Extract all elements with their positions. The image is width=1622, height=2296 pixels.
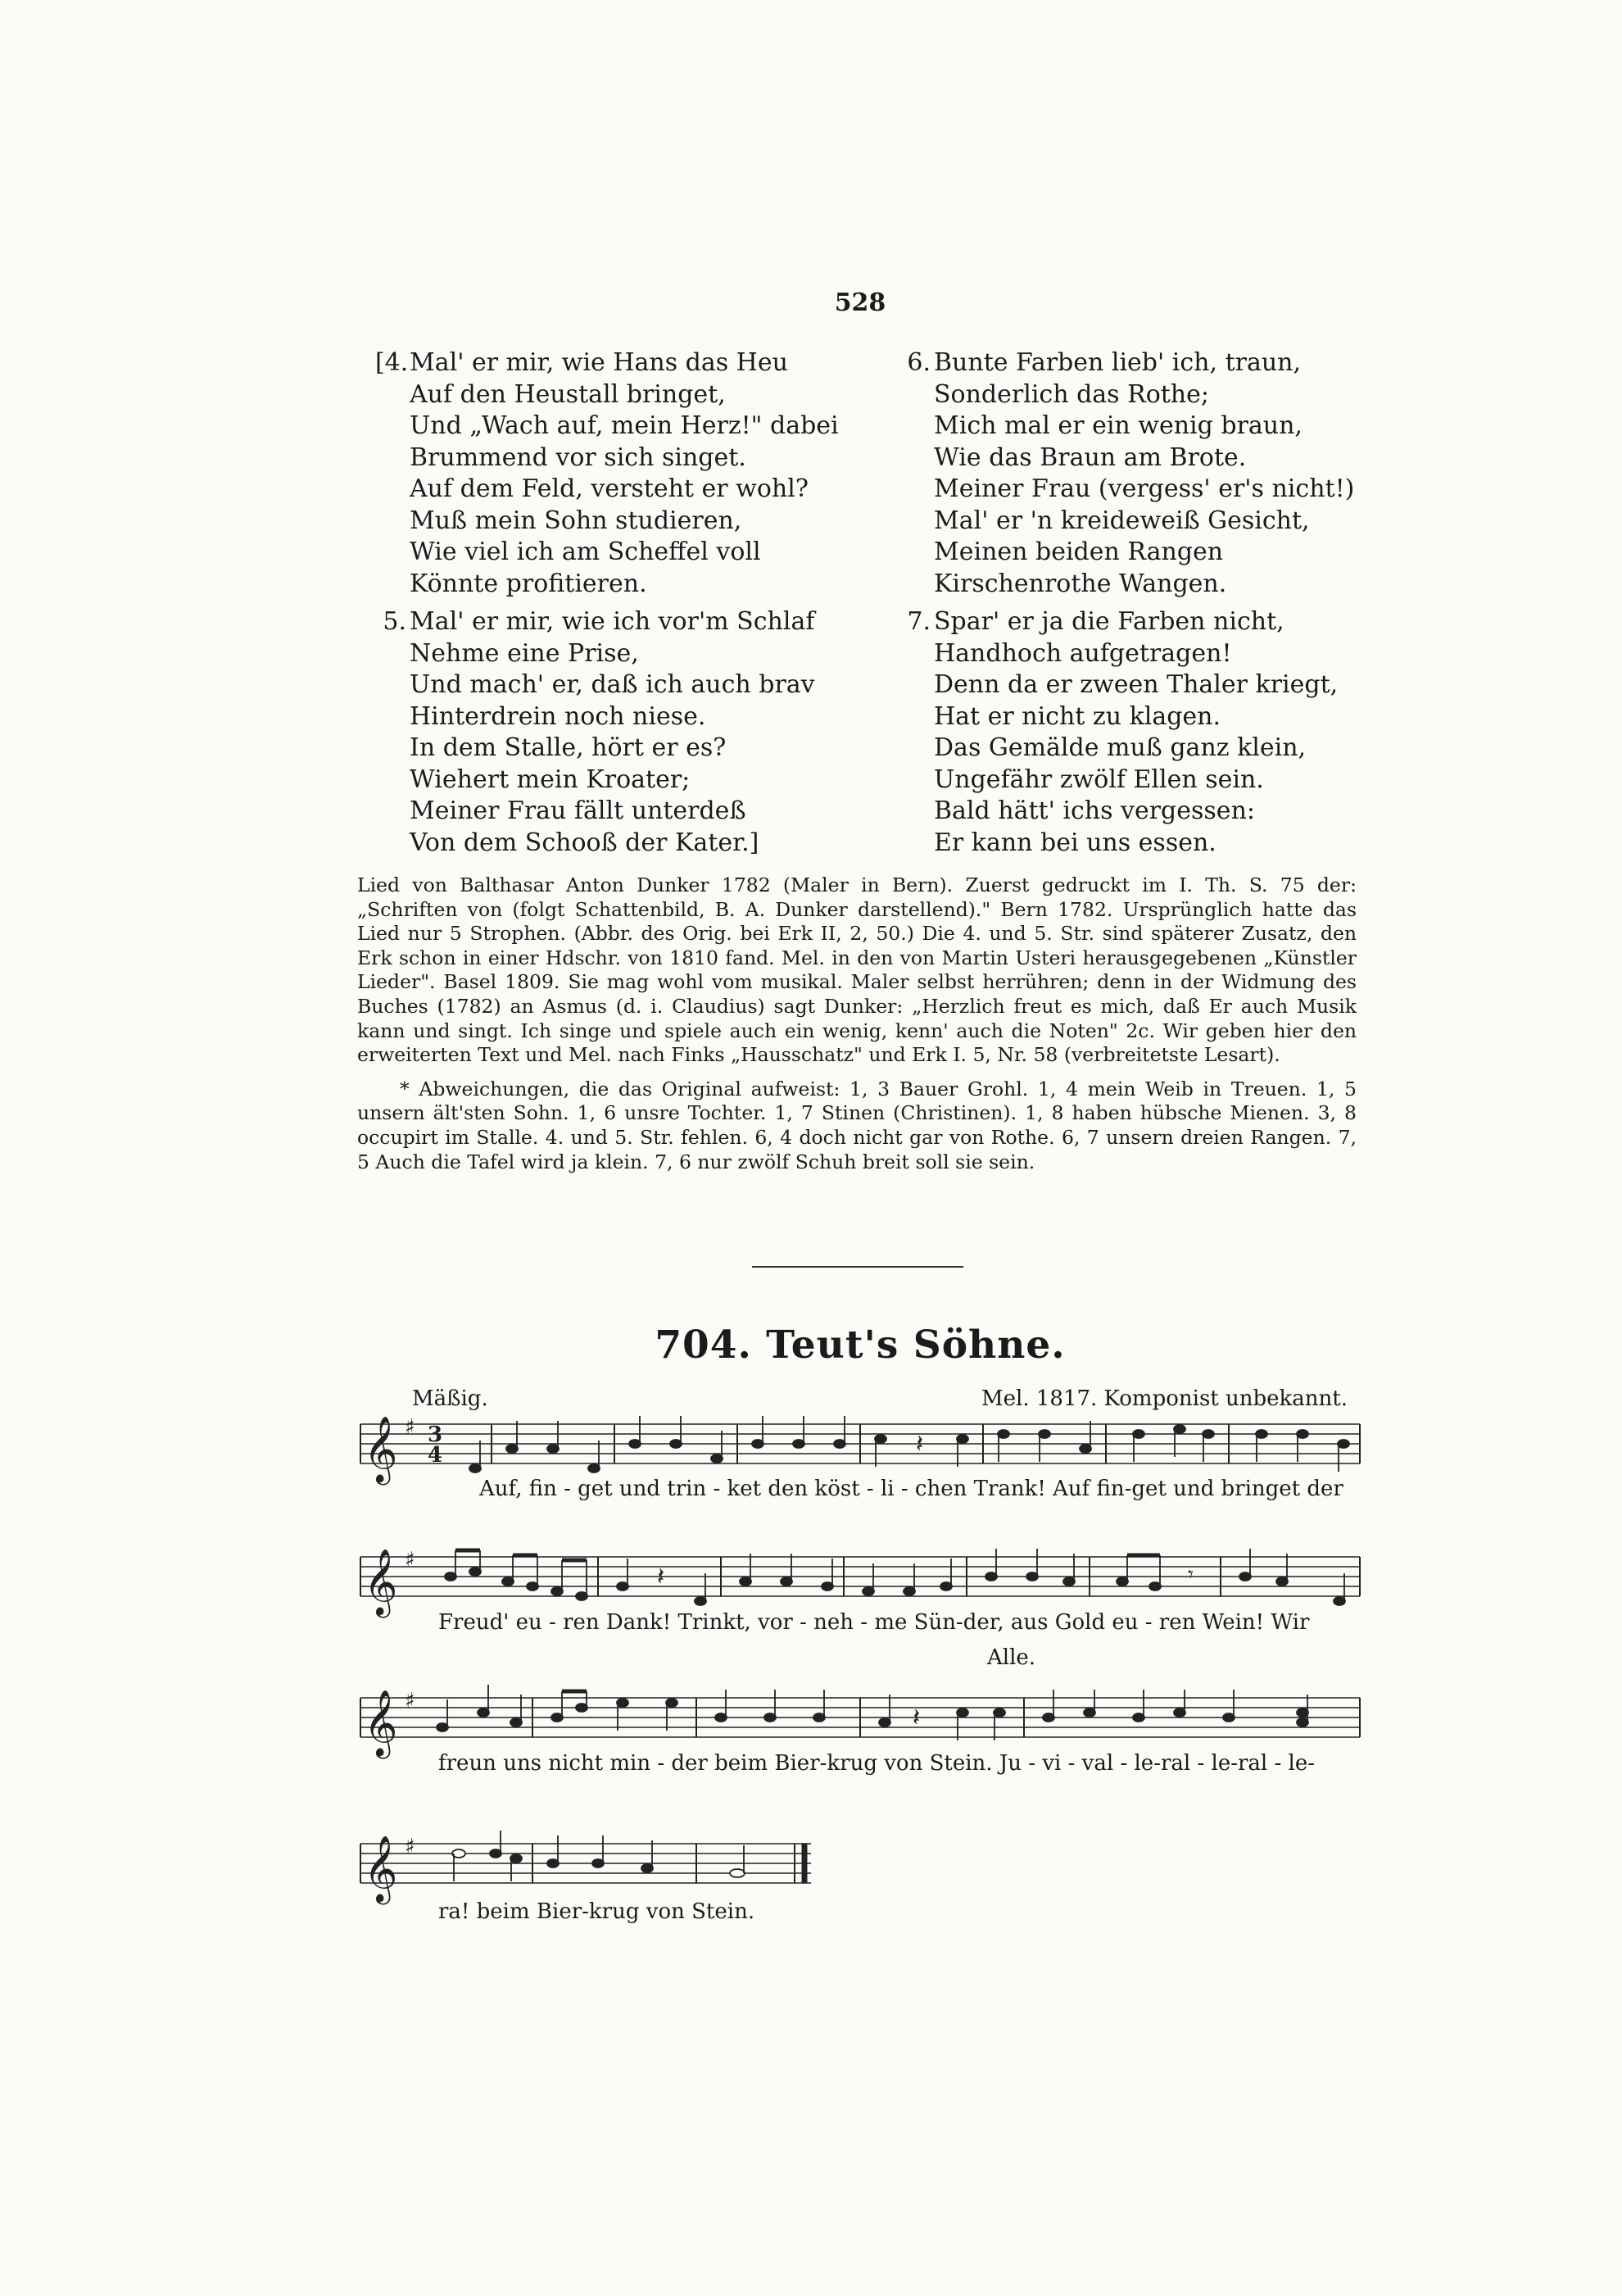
- verse-line: Sonderlich das Rothe;: [934, 379, 1209, 409]
- note-paragraph-variants: * Abweichungen, die das Original aufweist: 1, 3 Bauer Grohl. 1, 4 mein Weib in Treuen. 1, 5 unsern ält'sten Sohn. 1, 6 unsre Tochter. 1, 7 Stinen (Christinen). 1, 8 haben hübsche Mienen. 3, 8 occupirt im Stalle. 4. und 5. Str. fehlen. 6, 4 doch nicht gar von Rothe. 6, 7 unsern dreien Rangen. 7, 5 Auch die Tafel wird ja klein. 7, 6 nur zwölf Schuh breit soll sie sein.: [357, 1077, 1357, 1173]
- verse-line: Auf den Heustall bringet,: [410, 379, 726, 409]
- verse-line: Kirschenrothe Wangen.: [934, 569, 1227, 598]
- treble-clef-icon: 𝄞: [364, 1835, 398, 1902]
- stanza-4: [375, 347, 883, 600]
- verse-line: Handhoch aufgetragen!: [934, 638, 1232, 668]
- verse-line: In dem Stalle, hört er es?: [410, 733, 727, 762]
- lyric-line-4: ra! beim Bier-krug von Stein.: [438, 1899, 755, 1924]
- verse-line: Er kann bei uns essen.: [934, 828, 1216, 857]
- treble-clef-icon: 𝄞: [364, 1689, 398, 1756]
- stanza-number: [4.: [375, 348, 409, 377]
- verse-line: Hinterdrein noch niese.: [410, 701, 706, 731]
- verse-line: Meiner Frau (vergess' er's nicht!): [934, 474, 1355, 503]
- staff-system-2: [360, 1548, 1360, 1618]
- verse-line: Hat er nicht zu klagen.: [934, 701, 1221, 731]
- tempo-marking: Mäßig.: [412, 1386, 488, 1411]
- sharp-icon: ♯: [405, 1835, 415, 1859]
- time-signature-bottom: 4: [428, 1443, 443, 1468]
- melody-credit: Mel. 1817. Komponist unbekannt.: [981, 1386, 1348, 1411]
- quarter-rest-icon: 𝄽: [913, 1704, 921, 1732]
- stanza-number: 7.: [907, 607, 931, 636]
- verse-line: Muß mein Sohn studieren,: [410, 506, 742, 535]
- sharp-icon: ♯: [405, 1548, 415, 1572]
- lyric-line-3: freun uns nicht min - der beim Bier-krug von Stein. Ju - vi - val - le-ral - le-ral - le-: [438, 1751, 1316, 1776]
- verse-line: Meinen beiden Rangen: [934, 538, 1224, 566]
- voice-label: Alle.: [987, 1645, 1036, 1670]
- lyric-line-1: Auf, fin - get und trin - ket den köst - li - chen Trank! Auf fin-get und bringet der: [479, 1477, 1343, 1501]
- quarter-rest-icon: 𝄽: [657, 1563, 665, 1591]
- verse-line: Brummend vor sich singet.: [410, 442, 746, 472]
- staff-system-3: [360, 1685, 1360, 1758]
- page-number: 528: [834, 288, 886, 317]
- verse-line: Und mach' er, daß ich auch brav: [410, 670, 815, 699]
- verse-line: Meiner Frau fällt unterdeß: [410, 796, 746, 825]
- verse-line: Nehme eine Prise,: [410, 638, 639, 668]
- verse-line: Könnte profitieren.: [410, 569, 647, 598]
- verse-line: Spar' er ja die Farben nicht,: [934, 607, 1284, 636]
- stanza-number: 6.: [907, 348, 931, 377]
- staff-system-4: [360, 1831, 811, 1904]
- verse-line: Und „Wach auf, mein Herz!" dabei: [410, 411, 839, 440]
- note-paragraph-source: Lied von Balthasar Anton Dunker 1782 (Maler in Bern). Zuerst gedruckt im I. Th. S. 75 der: „Schriften von (folgt Schattenbild, B. A. Dunker darstellend)." Bern 1782. Ursprünglich hatte das Lied nur 5 Strophen. (Abbr. des Orig. bei Erk II, 2, 50.) Die 4. und 5. Str. sind späterer Zusatz, den Erk schon in einer Hdschr. von 1810 fand. Mel. in den von Martin Usteri herausgegebenen „Künstler Lieder". Basel 1809. Sie mag wohl vom musikal. Maler selbst herrühren; denn in der Widmung des Buches (1782) an Asmus (d. i. Claudius) sagt Dunker: „Herzlich freut es mich, daß Er auch Musik kann und singt. Ich singe und spiele auch ein wenig, kenn' auch die Noten" 2c. Wir geben hier den erweiterten Text und Mel. nach Finks „Hausschatz" und Erk I. 5, Nr. 58 (verbreitetste Lesart).: [357, 873, 1357, 1067]
- verse-line: Wiehert mein Kroater;: [410, 765, 691, 794]
- lyric-line-2: Freud' eu - ren Dank! Trinkt, vor - neh - me Sün-der, aus Gold eu - ren Wein! Wir: [438, 1610, 1310, 1635]
- verse-line: Bald hätt' ichs vergessen:: [934, 796, 1255, 825]
- verse-line: Mal' er mir, wie Hans das Heu: [410, 348, 788, 377]
- time-signature-top: 3: [428, 1423, 443, 1447]
- verse-line: Auf dem Feld, versteht er wohl?: [410, 474, 809, 503]
- song-title: 704. Teut's Söhne.: [655, 1323, 1066, 1368]
- treble-clef-icon: 𝄞: [364, 1415, 398, 1482]
- verse-line: Mal' er 'n kreideweiß Gesicht,: [934, 506, 1310, 535]
- verse-line: Denn da er zween Thaler kriegt,: [934, 670, 1339, 699]
- treble-clef-icon: 𝄞: [364, 1548, 398, 1615]
- section-divider: [752, 1266, 963, 1268]
- verse-line: Von dem Schooß der Kater.]: [410, 828, 759, 857]
- sharp-icon: ♯: [405, 1689, 415, 1713]
- verse-line: Wie viel ich am Scheffel voll: [410, 538, 761, 566]
- verse-column-right: [899, 347, 1473, 865]
- verse-line: Wie das Braun am Brote.: [934, 442, 1247, 472]
- verse-line: Mal' er mir, wie ich vor'm Schlaf: [410, 607, 815, 636]
- stanza-7: [899, 606, 1473, 859]
- verse-line: Ungefähr zwölf Ellen sein.: [934, 765, 1264, 794]
- verse-line: Bunte Farben lieb' ich, traun,: [934, 348, 1302, 377]
- stanza-number: 5.: [383, 607, 406, 636]
- eighth-rest-icon: 𝄾: [1188, 1563, 1194, 1587]
- sharp-icon: ♯: [405, 1415, 415, 1440]
- quarter-rest-icon: 𝄽: [916, 1430, 924, 1459]
- editorial-notes: [357, 873, 1357, 1174]
- verse-line: Mich mal er ein wenig braun,: [934, 411, 1303, 440]
- staff-system-1: [360, 1415, 1360, 1485]
- verse-column-left: [375, 347, 883, 865]
- verse-line: Das Gemälde muß ganz klein,: [934, 733, 1307, 762]
- stanza-5: [375, 606, 883, 859]
- stanza-6: [899, 347, 1473, 600]
